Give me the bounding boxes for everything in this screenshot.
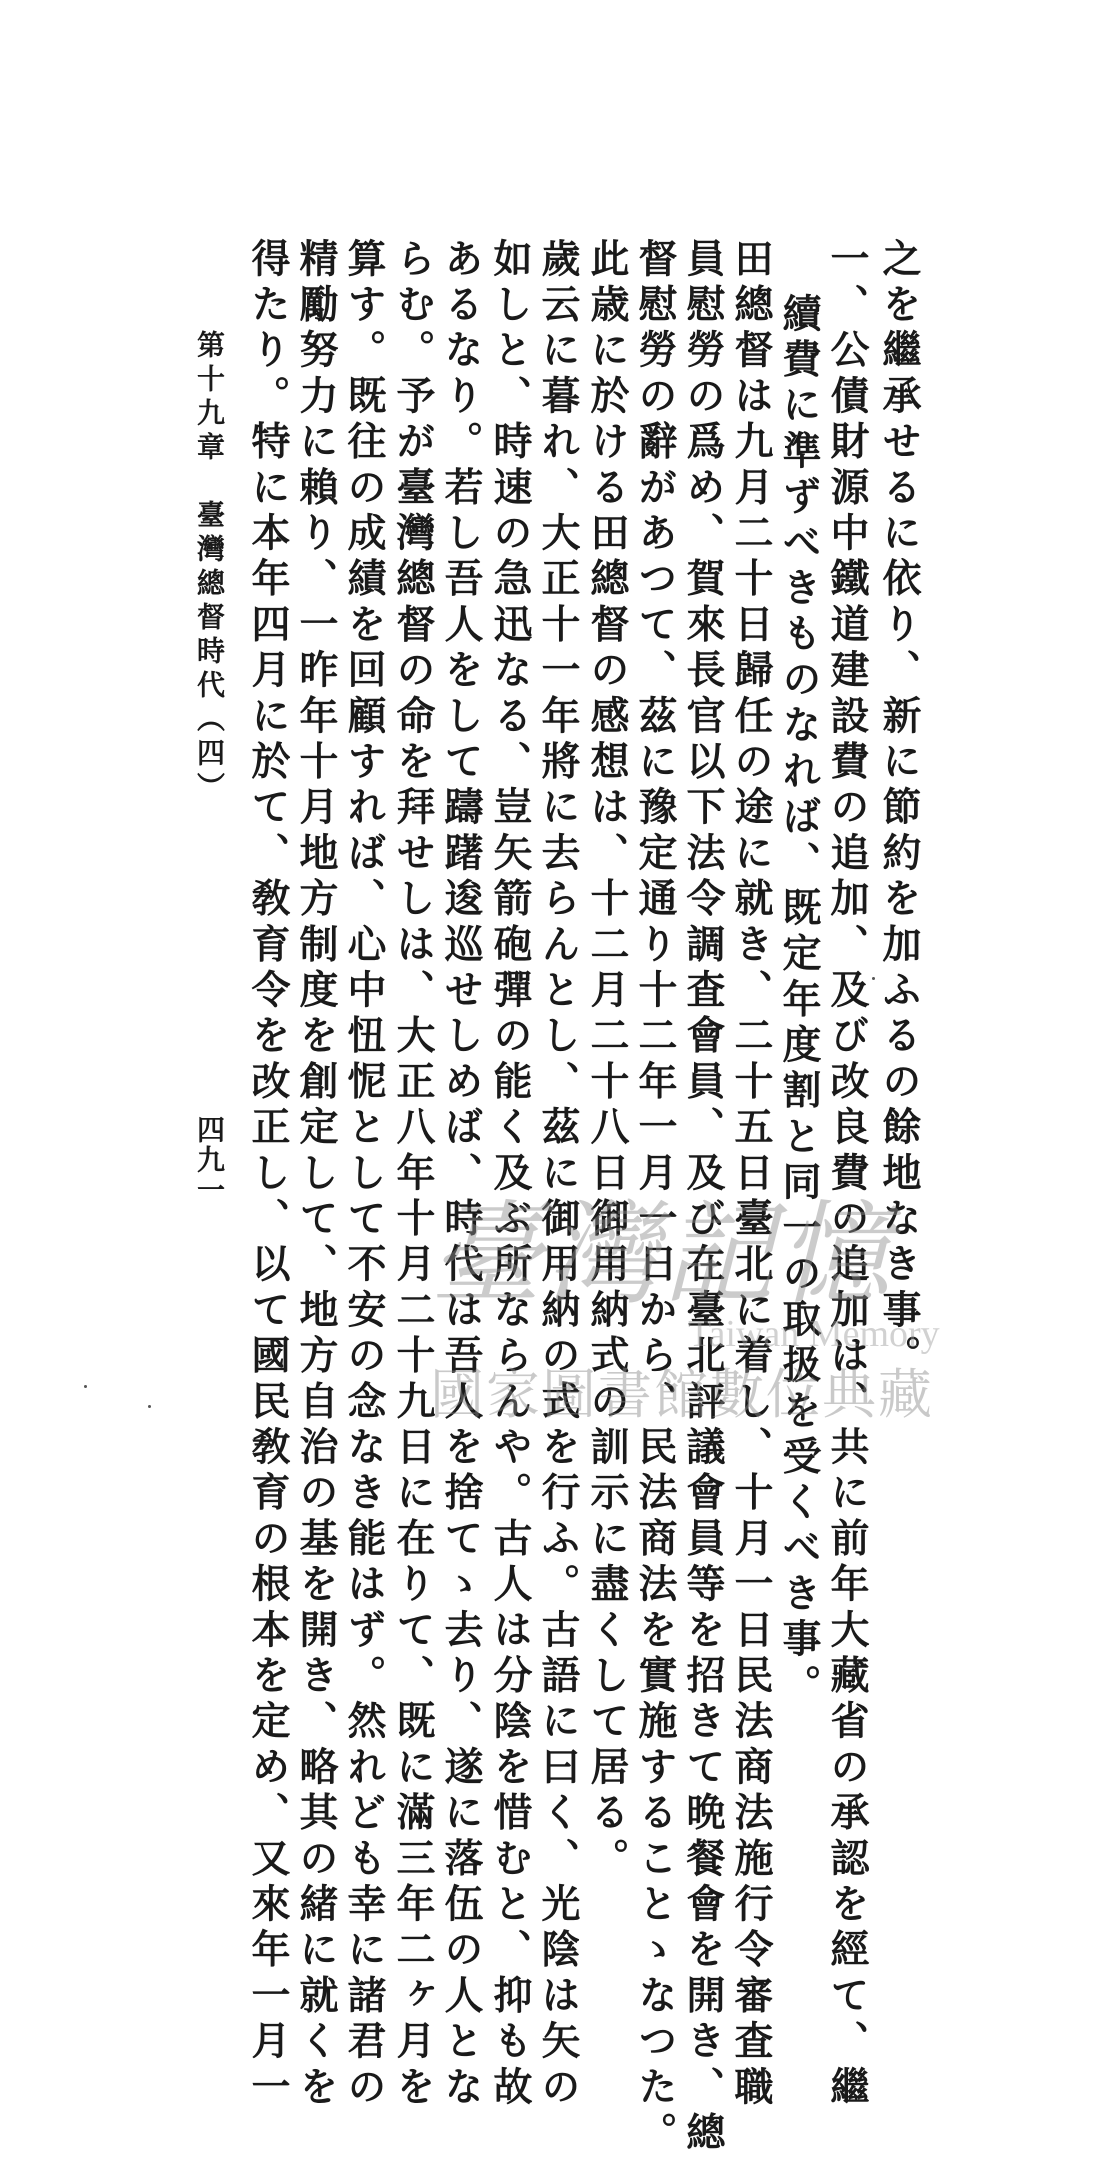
text-column-2: 一、公債財源中鐵道建設費の追加、及び改良費の追加は、共に前年大藏省の承認を經て、繼 (824, 238, 870, 2112)
text-column-7: 此歳に於ける田總督の感想は、十二月二十八日御用納式の訓示に盡くして居る。 (584, 238, 630, 1884)
scan-speck (84, 1385, 87, 1388)
watermark-chinese: 國家圖書館數位典藏 (430, 1363, 934, 1426)
text-column-14: 得たり。特に本年四月に於て、敎育令を改正し、以て國民敎育の根本を定め、又來年一月一 (245, 238, 291, 2112)
text-column-11: らむ。予が臺灣總督の命を拜せしは、大正八年十月二十九日に在りて、既に滿三年二ヶ月を (390, 238, 436, 2112)
scan-speck (148, 1405, 151, 1408)
text-column-4: 田總督は九月二十日歸任の途に就き、二十五日臺北に着し、十月一日民法商法施行令審査職 (728, 238, 774, 2112)
text-column-13: 精勵努力に賴り、一昨年十月地方制度を創定して、地方自治の基を開き、略其の緒に就くを (293, 238, 339, 2112)
text-column-8: 歲云に暮れ、大正十一年將に去らんとし、茲に御用納の式を行ふ。古語に曰く、光陰は矢の (535, 238, 581, 2112)
text-column-1: 之を繼承せるに依り、新に節約を加ふるの餘地なき事。 (876, 238, 922, 1381)
text-column-10: あるなり。若し吾人をして躊躇逡巡せしめば、時代は吾人を捨てゝ去り、遂に落伍の人とな (438, 238, 484, 2112)
watermark-english: Taiwan Memory (688, 1313, 940, 1355)
running-header: 第十九章 臺灣總督時代（四） (193, 330, 226, 806)
page-number: 四九一 (193, 1115, 226, 1205)
text-column-6: 督慰勞の辭があつて、茲に豫定通り十二年一月一日から、民法商法を實施することゝなつた。 (632, 238, 678, 2157)
text-column-9: 如しと、時速の急迅なる、豈矢箭砲彈の能く及ぶ所ならんや。古人は分陰を惜むと、抑も故 (487, 238, 533, 2112)
scan-speck (872, 977, 875, 980)
text-column-3: 續費に準ずべきものなれば、既定年度割と同一の取扱を受くべき事。 (776, 293, 822, 1710)
text-column-12: 算す。既往の成績を回顧すれば、心中忸怩として不安の念なき能はず。然れども幸に諸君の (341, 238, 387, 2112)
text-column-5: 員慰勞の爲め、賀來長官以下法令調査會員、及び在臺北評議會員等を招きて晩餐會を開き、總 (680, 238, 726, 2157)
watermark-script-logo: 臺灣記憶 (430, 1190, 894, 1320)
